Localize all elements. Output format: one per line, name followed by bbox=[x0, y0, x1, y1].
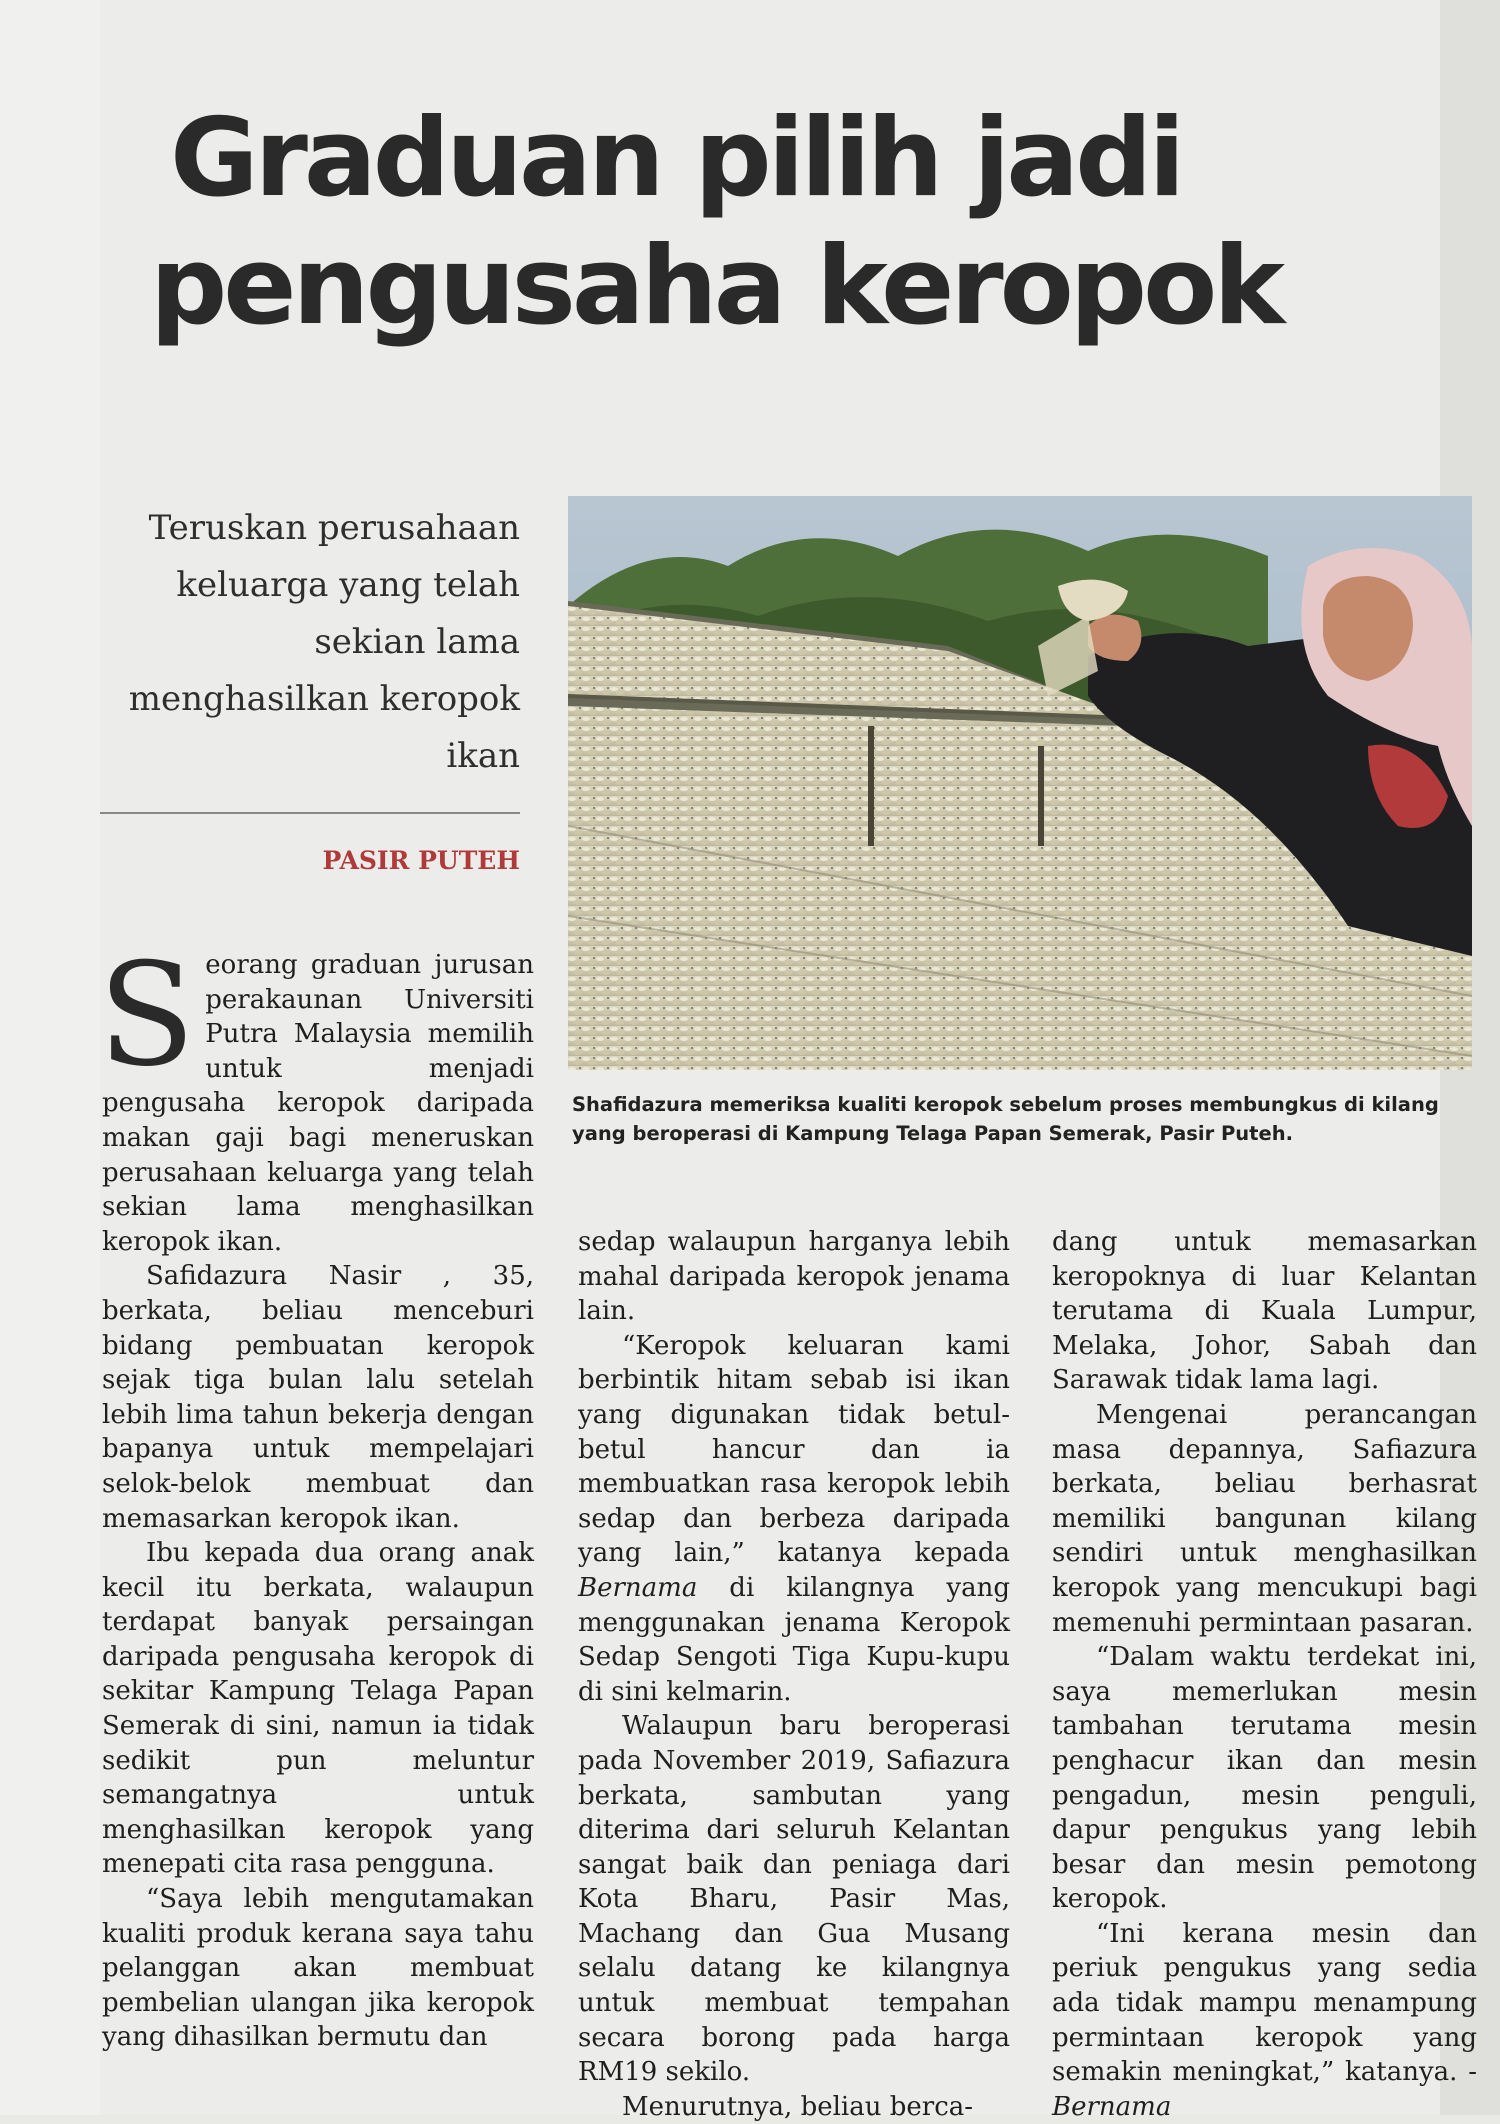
page-margin-left bbox=[0, 0, 100, 2115]
article-photo bbox=[568, 496, 1472, 1070]
paragraph-quote bbox=[578, 1329, 1010, 1710]
publication-name: Bernama bbox=[578, 1572, 698, 1603]
deck-divider bbox=[100, 812, 520, 814]
headline-line-2: pengusaha keropok bbox=[150, 224, 1282, 349]
article-column-1 bbox=[98, 933, 534, 2055]
quote-text-cont: di kilangnya yang menggunakan jenama Keropok Sedap Sengoti Tiga Kupu-kupu di sini kelmarin. bbox=[578, 1572, 1010, 1707]
quote-text: “Keropok keluaran kami berbintik hitam sebab isi ikan yang digunakan tidak betul-betul hancur dan ia membuatkan rasa keropok lebih sedap dan berbeza daripada yang lain,” katanya kepada bbox=[578, 1330, 1010, 1569]
publication-credit: Bernama bbox=[1052, 2091, 1172, 2122]
article-headline bbox=[150, 95, 1420, 351]
quote-text: “Ini kerana mesin dan periuk pengukus yang sedia ada tidak mampu menampung permintaan keropok yang semakin meningkat,” katanya. - bbox=[1052, 1918, 1477, 2088]
article-column-2 bbox=[578, 1225, 1010, 2124]
paragraph: Walaupun baru beroperasi pada November 2019, Safiazura berkata, sambutan yang diterima dari seluruh Kelantan sangat baik dan peniaga dari Kota Bharu, Pasir Mas, Machang dan Gua Musang selalu datang ke kilangnya untuk membuat tempahan secara borong pada harga RM19 sekilo. bbox=[578, 1711, 1010, 2088]
lead-text: eorang graduan jurusan perakaunan Universiti Putra Malaysia memilih untuk menjadi pengusaha keropok daripada makan gaji bagi meneruskan perusahaan keluarga yang telah sekian lama menghasilkan keropok ikan. bbox=[102, 950, 534, 1257]
paragraph: Menurutnya, beliau berca- bbox=[622, 2091, 974, 2122]
paragraph-lead bbox=[98, 933, 534, 1259]
paragraph: “Saya lebih mengutamakan kualiti produk kerana saya tahu pelanggan akan membuat pembelian ulangan jika keropok yang dihasilkan bermutu dan bbox=[102, 1884, 534, 2053]
paragraph: Mengenai perancangan masa depannya, Safiazura berkata, beliau berhasrat memiliki bangunan kilang sendiri untuk menghasilkan keropok yang mencukupi bagi memenuhi permintaan pasaran. bbox=[1052, 1399, 1477, 1638]
dateline: PASIR PUTEH bbox=[322, 846, 520, 875]
paragraph: “Dalam waktu terdekat ini, saya memerlukan mesin tambahan terutama mesin penghacur ikan dan mesin pengadun, mesin penguli, dapur pengukus yang lebih besar dan mesin pemotong keropok. bbox=[1052, 1642, 1477, 1915]
photo-caption: Shafidazura memeriksa kualiti keropok sebelum proses membungkus di kilang yang beroperasi di Kampung Telaga Papan Semerak, Pasir Puteh. bbox=[572, 1093, 1439, 1145]
paragraph: dang untuk memasarkan keropoknya di luar Kelantan terutama di Kuala Lumpur, Melaka, Johor, Sabah dan Sarawak tidak lama lagi. bbox=[1052, 1227, 1477, 1396]
photo-illustration bbox=[568, 496, 1472, 1070]
paragraph: Safidazura Nasir , 35, berkata, beliau menceburi bidang pembuatan keropok sejak tiga bulan lalu setelah lebih lima tahun bekerja dengan bapanya untuk mempelajari selok-belok membuat dan memasarkan keropok ikan. bbox=[102, 1261, 534, 1534]
drop-cap: S bbox=[98, 933, 196, 1098]
paragraph: sedap walaupun harganya lebih mahal daripada keropok jenama lain. bbox=[578, 1227, 1010, 1327]
paragraph-final bbox=[1052, 1917, 1477, 2124]
paragraph: Ibu kepada dua orang anak kecil itu berkata, walaupun terdapat banyak persaingan daripada pengusaha keropok di sekitar Kampung Telaga Papan Semerak di sini, namun ia tidak sedikit pun meluntur semangatnya untuk menghasilkan keropok yang menepati cita rasa pengguna. bbox=[102, 1538, 534, 1880]
article-deck: Teruskan perusahaan keluarga yang telah sekian lama menghasilkan keropok ikan bbox=[128, 508, 520, 776]
article-column-3 bbox=[1052, 1225, 1477, 2124]
headline-line-1: Graduan pilih jadi bbox=[170, 96, 1182, 221]
